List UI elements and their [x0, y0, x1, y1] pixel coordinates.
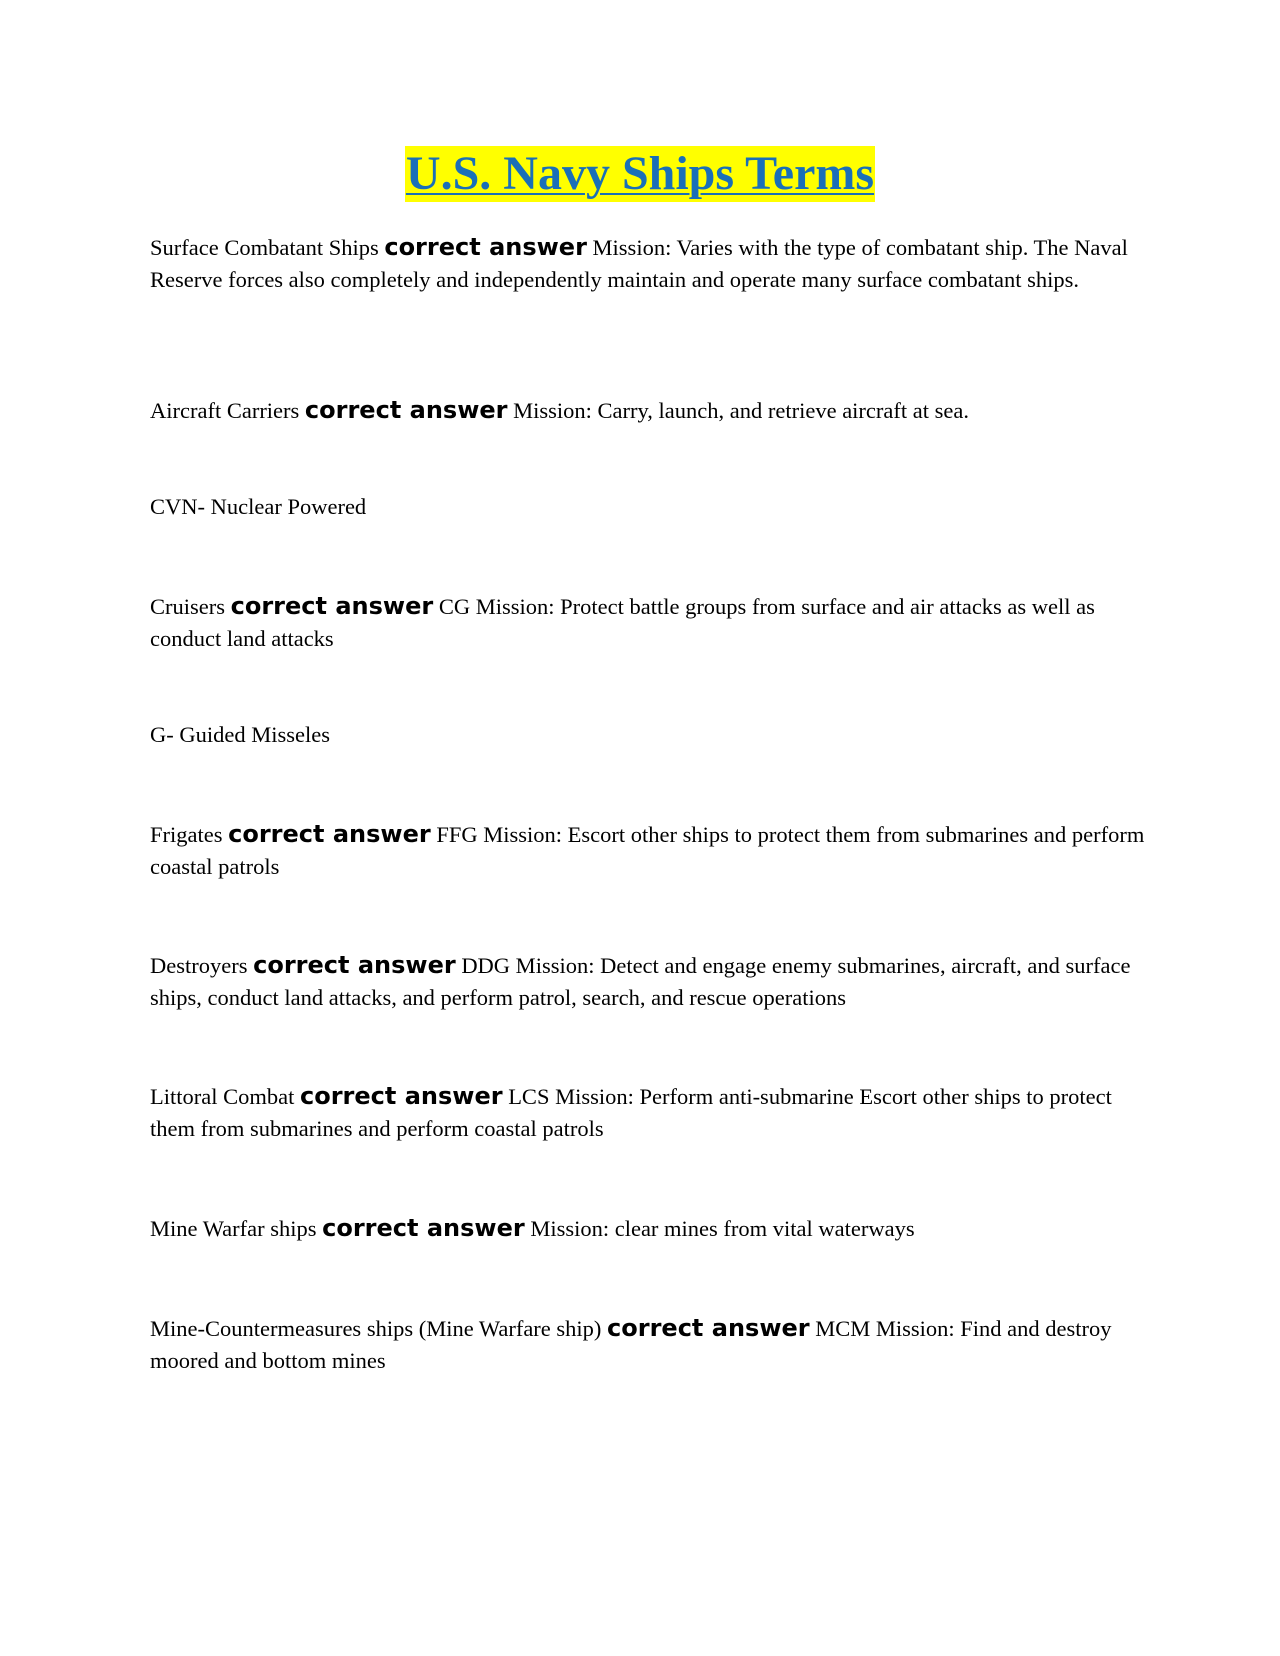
answer: CG Mission: Protect battle groups from surface and air attacks as well as conduct land attacks	[150, 594, 1095, 651]
term-entry	[150, 394, 1150, 427]
answer-separator: correct answer	[384, 233, 587, 261]
answer-separator: correct answer	[253, 951, 456, 979]
term: Mine-Countermeasures ships (Mine Warfare ship)	[150, 1316, 602, 1341]
answer-separator: correct answer	[322, 1214, 525, 1242]
term-entry	[150, 818, 1150, 883]
answer: DDG Mission: Detect and engage enemy submarines, aircraft, and surface ships, conduct land attacks, and perform patrol, search, and rescue operations	[150, 953, 1131, 1010]
term: Mine Warfar ships	[150, 1216, 317, 1241]
answer-separator: correct answer	[230, 592, 434, 620]
answer: Mission: Varies with the type of combatant ship. The Naval Reserve forces also completely and independently maintain and operate many surface combatant ships.	[150, 235, 1128, 292]
answer-separator: correct answer	[304, 396, 508, 424]
term: Destroyers	[150, 953, 248, 978]
document-title: U.S. Navy Ships Terms	[405, 147, 875, 200]
answer: FFG Mission: Escort other ships to protect them from submarines and perform coastal patrols	[150, 822, 1145, 879]
answer-separator: correct answer	[299, 1082, 503, 1110]
term-entry	[150, 1212, 1150, 1245]
term-entry	[150, 590, 1150, 655]
term-entry	[150, 949, 1150, 1014]
term: Frigates	[150, 822, 223, 847]
term: Cruisers	[150, 594, 225, 619]
term: Aircraft Carriers	[150, 398, 300, 423]
title-container	[0, 146, 1280, 202]
term-entry	[150, 1080, 1150, 1145]
term-entry	[150, 231, 1150, 296]
answer: Mission: clear mines from vital waterways	[530, 1216, 915, 1241]
term: Littoral Combat	[150, 1084, 295, 1109]
answer: MCM Mission: Find and destroy moored and bottom mines	[150, 1316, 1112, 1373]
answer-separator: correct answer	[607, 1314, 810, 1342]
note-line: G- Guided Misseles	[150, 722, 330, 747]
answer-separator: correct answer	[228, 820, 431, 848]
term-entry	[150, 1312, 1150, 1377]
term: Surface Combatant Ships	[150, 235, 379, 260]
note-line: CVN- Nuclear Powered	[150, 494, 367, 519]
answer: LCS Mission: Perform anti-submarine Escort other ships to protect them from submarines and perform coastal patrols	[150, 1084, 1112, 1141]
answer: Mission: Carry, launch, and retrieve aircraft at sea.	[513, 398, 969, 423]
